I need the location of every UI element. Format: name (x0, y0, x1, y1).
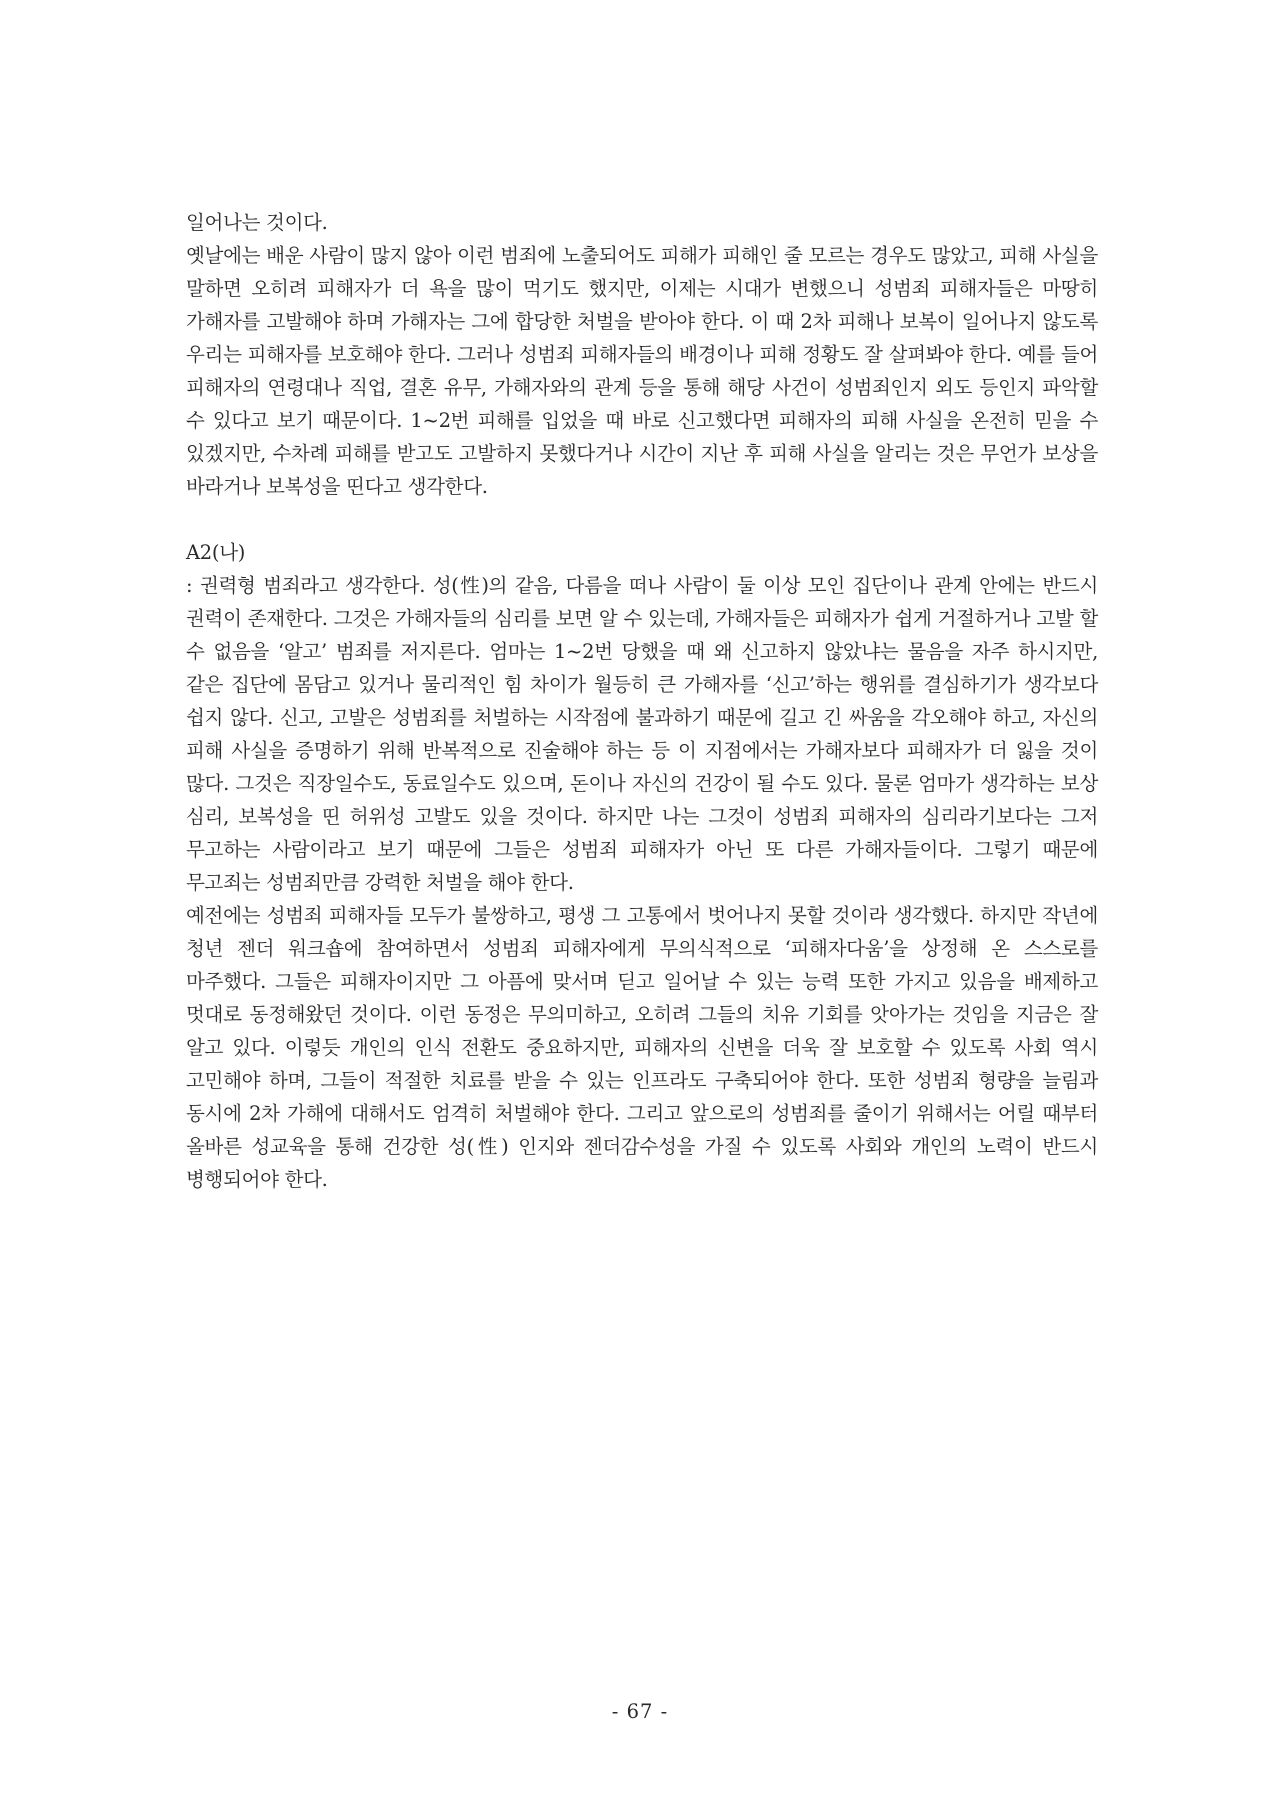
page-body (186, 206, 1098, 1196)
paragraph-gap (186, 503, 1098, 536)
paragraph-power-crime: : 권력형 범죄라고 생각한다. 성(性)의 같음, 다름을 떠나 사람이 둘 이상 모인 집단이나 관계 안에는 반드시 권력이 존재한다. 그것은 가해자들의 심리를 보면 알 수 있는데, 가해자들은 피해자가 쉽게 거절하거나 고발 할 수 없음을 ‘알고’ 범죄를 저지른다. 엄마는 1~2번 당했을 때 왜 신고하지 않았냐는 물음을 자주 하시지만, 같은 집단에 몸담고 있거나 물리적인 힘 차이가 월등히 큰 가해자를 ‘신고’하는 행위를 결심하기가 생각보다 쉽지 않다. 신고, 고발은 성범죄를 처벌하는 시작점에 불과하기 때문에 길고 긴 싸움을 각오해야 하고, 자신의 피해 사실을 증명하기 위해 반복적으로 진술해야 하는 등 이 지점에서는 가해자보다 피해자가 더 잃을 것이 많다. 그것은 직장일수도, 동료일수도 있으며, 돈이나 자신의 건강이 될 수도 있다. 물론 엄마가 생각하는 보상 심리, 보복성을 띤 허위성 고발도 있을 것이다. 하지만 나는 그것이 성범죄 피해자의 심리라기보다는 그저 무고하는 사람이라고 보기 때문에 그들은 성범죄 피해자가 아닌 또 다른 가해자들이다. 그렇기 때문에 무고죄는 성범죄만큼 강력한 처벌을 해야 한다. (186, 574, 1098, 894)
page-number: - 67 - (611, 1700, 669, 1723)
paragraph-continuation: 일어나는 것이다. (186, 211, 328, 234)
paragraph-past-and-present: 옛날에는 배운 사람이 많지 않아 이런 범죄에 노출되어도 피해가 피해인 줄 모르는 경우도 많았고, 피해 사실을 말하면 오히려 피해자가 더 욕을 많이 먹기도 했지만, 이제는 시대가 변했으니 성범죄 피해자들은 마땅히 가해자를 고발해야 하며 가해자는 그에 합당한 처벌을 받아야 한다. 이 때 2차 피해나 보복이 일어나지 않도록 우리는 피해자를 보호해야 한다. 그러나 성범죄 피해자들의 배경이나 피해 정황도 잘 살펴봐야 한다. 예를 들어 피해자의 연령대나 직업, 결혼 유무, 가해자와의 관계 등을 통해 해당 사건이 성범죄인지 외도 등인지 파악할 수 있다고 보기 때문이다. 1~2번 피해를 입었을 때 바로 신고했다면 피해자의 피해 사실을 온전히 믿을 수 있겠지만, 수차례 피해를 받고도 고발하지 못했다거나 시간이 지난 후 피해 사실을 알리는 것은 무언가 보상을 바라거나 보복성을 띤다고 생각한다. (186, 244, 1098, 498)
answer-heading: A2(나) (186, 541, 246, 564)
paragraph-reflection: 예전에는 성범죄 피해자들 모두가 불쌍하고, 평생 그 고통에서 벗어나지 못할 것이라 생각했다. 하지만 작년에 청년 젠더 워크숍에 참여하면서 성범죄 피해자에게 무의식적으로 ‘피해자다움’을 상정해 온 스스로를 마주했다. 그들은 피해자이지만 그 아픔에 맞서며 딛고 일어날 수 있는 능력 또한 가지고 있음을 배제하고 멋대로 동정해왔던 것이다. 이런 동정은 무의미하고, 오히려 그들의 치유 기회를 앗아가는 것임을 지금은 잘 알고 있다. 이렇듯 개인의 인식 전환도 중요하지만, 피해자의 신변을 더욱 잘 보호할 수 있도록 사회 역시 고민해야 하며, 그들이 적절한 치료를 받을 수 있는 인프라도 구축되어야 한다. 또한 성범죄 형량을 늘림과 동시에 2차 가해에 대해서도 엄격히 처벌해야 한다. 그리고 앞으로의 성범죄를 줄이기 위해서는 어릴 때부터 올바른 성교육을 통해 건강한 성(性) 인지와 젠더감수성을 가질 수 있도록 사회와 개인의 노력이 반드시 병행되어야 한다. (186, 904, 1098, 1191)
